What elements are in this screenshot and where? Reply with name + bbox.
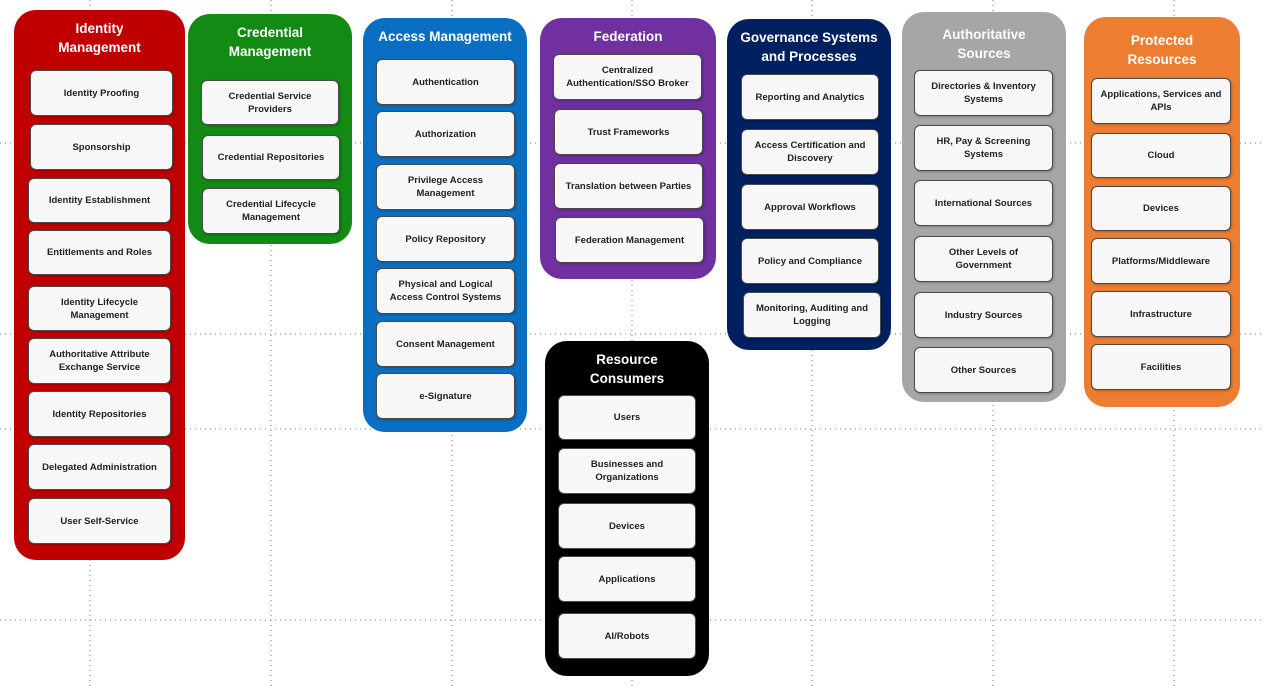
infrastructure-card[interactable]: Infrastructure: [1091, 291, 1231, 337]
identity-proofing-card[interactable]: Identity Proofing: [30, 70, 173, 116]
credential-management-panel: [188, 14, 352, 244]
approval-workflows-card[interactable]: Approval Workflows: [741, 184, 879, 230]
consent-management-card[interactable]: Consent Management: [376, 321, 515, 367]
credential-lifecycle-card[interactable]: Credential Lifecycle Management: [202, 188, 340, 234]
protected-resources-title: Protected Resources: [1127, 33, 1197, 67]
sponsorship-card[interactable]: Sponsorship: [30, 124, 173, 170]
protected-devices-card[interactable]: Devices: [1091, 186, 1231, 231]
access-certification-card[interactable]: Access Certification and Discovery: [741, 129, 879, 175]
resource-consumers-panel: [545, 341, 709, 676]
platforms-middleware-card[interactable]: Platforms/Middleware: [1091, 238, 1231, 284]
industry-sources-card[interactable]: Industry Sources: [914, 292, 1053, 338]
hr-pay-screening-card[interactable]: HR, Pay & Screening Systems: [914, 125, 1053, 171]
credential-repositories-card[interactable]: Credential Repositories: [202, 135, 340, 180]
trust-frameworks-card[interactable]: Trust Frameworks: [554, 109, 703, 155]
identity-management-panel: [14, 10, 185, 560]
authoritative-attribute-exchange-card[interactable]: Authoritative Attribute Exchange Service: [28, 338, 171, 384]
other-sources-card[interactable]: Other Sources: [914, 347, 1053, 393]
credential-service-providers-card[interactable]: Credential Service Providers: [201, 80, 339, 125]
protected-resources-panel: [1084, 17, 1240, 407]
authentication-card[interactable]: Authentication: [376, 59, 515, 105]
facilities-card[interactable]: Facilities: [1091, 344, 1231, 390]
user-self-service-card[interactable]: User Self-Service: [28, 498, 171, 544]
authorization-card[interactable]: Authorization: [376, 111, 515, 157]
federation-panel: [540, 18, 716, 279]
federation-title: Federation: [593, 29, 663, 44]
access-control-systems-card[interactable]: Physical and Logical Access Control Systems: [376, 268, 515, 314]
consumer-applications-card[interactable]: Applications: [558, 556, 696, 602]
privilege-access-management-card[interactable]: Privilege Access Management: [376, 164, 515, 210]
identity-repositories-card[interactable]: Identity Repositories: [28, 391, 171, 437]
access-management-panel: [363, 18, 527, 432]
ai-robots-card[interactable]: AI/Robots: [558, 613, 696, 659]
identity-lifecycle-card[interactable]: Identity Lifecycle Management: [28, 286, 171, 331]
identity-management-title: Identity Management: [58, 21, 141, 55]
cloud-card[interactable]: Cloud: [1091, 133, 1231, 178]
international-sources-card[interactable]: International Sources: [914, 180, 1053, 226]
governance-panel: [727, 19, 891, 350]
access-management-title: Access Management: [378, 29, 512, 44]
policy-repository-card[interactable]: Policy Repository: [376, 216, 515, 262]
applications-services-apis-card[interactable]: Applications, Services and APIs: [1091, 78, 1231, 124]
authoritative-sources-title: Authoritative Sources: [942, 27, 1026, 61]
governance-title: Governance Systems and Processes: [740, 30, 878, 64]
sso-broker-card[interactable]: Centralized Authentication/SSO Broker: [553, 54, 702, 100]
authoritative-sources-panel: [902, 12, 1066, 402]
credential-management-title: Credential Management: [228, 25, 312, 59]
e-signature-card[interactable]: e-Signature: [376, 373, 515, 419]
resource-consumers-title: Resource Consumers: [589, 352, 665, 386]
consumer-devices-card[interactable]: Devices: [558, 503, 696, 549]
translation-between-parties-card[interactable]: Translation between Parties: [554, 163, 703, 209]
directories-inventory-card[interactable]: Directories & Inventory Systems: [914, 70, 1053, 116]
policy-compliance-card[interactable]: Policy and Compliance: [741, 238, 879, 284]
businesses-organizations-card[interactable]: Businesses and Organizations: [558, 448, 696, 494]
monitoring-auditing-card[interactable]: Monitoring, Auditing and Logging: [743, 292, 881, 338]
users-card[interactable]: Users: [558, 395, 696, 440]
reporting-analytics-card[interactable]: Reporting and Analytics: [741, 74, 879, 120]
other-government-card[interactable]: Other Levels of Government: [914, 236, 1053, 282]
entitlements-roles-card[interactable]: Entitlements and Roles: [28, 230, 171, 275]
delegated-administration-card[interactable]: Delegated Administration: [28, 444, 171, 490]
federation-management-card[interactable]: Federation Management: [555, 217, 704, 263]
identity-establishment-card[interactable]: Identity Establishment: [28, 178, 171, 223]
